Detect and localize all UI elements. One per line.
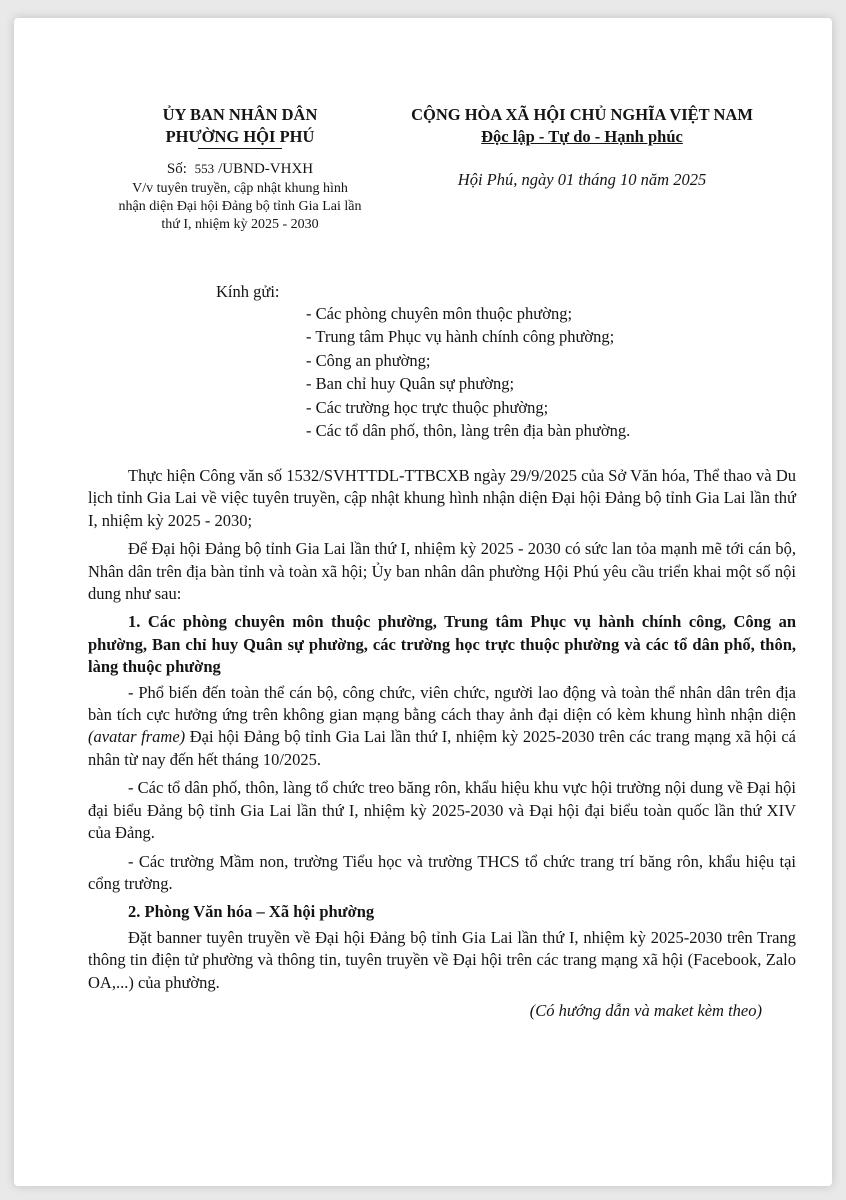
document-body <box>88 465 796 1028</box>
national-header <box>384 104 780 190</box>
section-2-paragraph: Đặt banner tuyên truyền về Đại hội Đảng bộ tỉnh Gia Lai lần thứ I, nhiệm kỳ 2025-2030 trên Trang thông tin điện tử phường và thông tin, tuyên truyền về Đại hội trên các trang mạng xã hội (Facebook, Zalo OA,...) của phường. <box>88 927 796 992</box>
document-number-value: 553 <box>194 161 215 176</box>
section-1-item-2: - Các tổ dân phố, thôn, làng tổ chức treo băng rôn, khẩu hiệu khu vực hội trường nội dung về Đại hội đại biểu Đảng bộ tỉnh Gia Lai lần thứ I, nhiệm kỳ 2025-2030 và Đại hội đại biểu toàn quốc lần thứ XIV của Đảng. <box>88 778 796 843</box>
issuer-block <box>114 104 366 234</box>
issuer-line1: ỦY BAN NHÂN DÂN <box>162 105 318 124</box>
recipient-item: - Trung tâm Phục vụ hành chính công phường; <box>306 327 615 347</box>
national-motto: Độc lập - Tự do - Hạnh phúc <box>481 127 683 146</box>
document-number-prefix: Số: <box>166 161 187 177</box>
recipient-item: - Các phòng chuyên môn thuộc phường; <box>306 304 573 323</box>
section-1-item-3: - Các trường Mầm non, trường Tiểu học và trường THCS tổ chức trang trí băng rôn, khẩu hiệu tại cổng trường. <box>88 851 796 893</box>
document-number <box>114 160 366 178</box>
section-1-item-1-text-a: - Phổ biến đến toàn thể cán bộ, công chức, viên chức, người lao động và toàn thể nhân dân trên địa bàn tích cực hưởng ứng trên không gian mạng bằng cách thay ảnh đại diện có kèm khung hình nhận diện <box>88 682 796 725</box>
attachment-note: (Có hướng dẫn và maket kèm theo) <box>529 1000 762 1020</box>
body-paragraph-1: Thực hiện Công văn số 1532/SVHTTDL-TTBCXB ngày 29/9/2025 của Sở Văn hóa, Thể thao và Du lịch tỉnh Gia Lai về việc tuyên truyền, cập nhật khung hình nhận diện Đại hội Đảng bộ tỉnh Gia Lai lần thứ I, nhiệm kỳ 2025 - 2030; <box>88 466 796 530</box>
recipient-item: - Ban chỉ huy Quân sự phường; <box>306 374 515 394</box>
recipient-item: - Các tổ dân phố, thôn, làng trên địa bàn phường. <box>306 421 631 441</box>
section-1-item-1-text-b: Đại hội Đảng bộ tỉnh Gia Lai lần thứ I, nhiệm kỳ 2025-2030 trên các trang mạng xã hội cá nhân từ nay đến hết tháng 10/2025. <box>88 727 796 769</box>
document-subject: V/v tuyên truyền, cập nhật khung hình nhận diện Đại hội Đảng bộ tỉnh Gia Lai lần thứ I, nhiệm kỳ 2025 - 2030 <box>118 181 362 232</box>
body-paragraph-2: Để Đại hội Đảng bộ tỉnh Gia Lai lần thứ I, nhiệm kỳ 2025 - 2030 có sức lan tỏa mạnh mẽ tới cán bộ, Nhân dân trên địa bàn tỉnh và toàn xã hội; Ủy ban nhân dân phường Hội Phú yêu cầu triển khai một số nội dung như sau: <box>88 539 796 604</box>
recipient-item: - Các trường học trực thuộc phường; <box>306 397 549 417</box>
country-name: CỘNG HÒA XÃ HỘI CHỦ NGHĨA VIỆT NAM <box>411 105 753 124</box>
recipients-label: Kính gửi: <box>216 282 280 301</box>
issuer-line2: PHƯỜNG HỘI PHÚ <box>165 127 315 146</box>
section-2-title: 2. Phòng Văn hóa – Xã hội phường <box>128 902 375 922</box>
document-number-suffix: /UBND-VHXH <box>218 161 314 177</box>
section-1-item-1-emphasis: (avatar frame) <box>88 727 186 747</box>
recipients-list <box>306 302 630 442</box>
section-1-title: 1. Các phòng chuyên môn thuộc phường, Trung tâm Phục vụ hành chính công, Công an phường, Ban chỉ huy Quân sự phường, các trường học trực thuộc phường và các tổ dân phố, thôn, làng thuộc phường <box>88 612 796 677</box>
recipient-item: - Công an phường; <box>306 350 431 370</box>
section-1-item-1 <box>88 682 796 772</box>
date-line: Hội Phú, ngày 01 tháng 10 năm 2025 <box>457 170 707 189</box>
document-page <box>14 18 832 1186</box>
